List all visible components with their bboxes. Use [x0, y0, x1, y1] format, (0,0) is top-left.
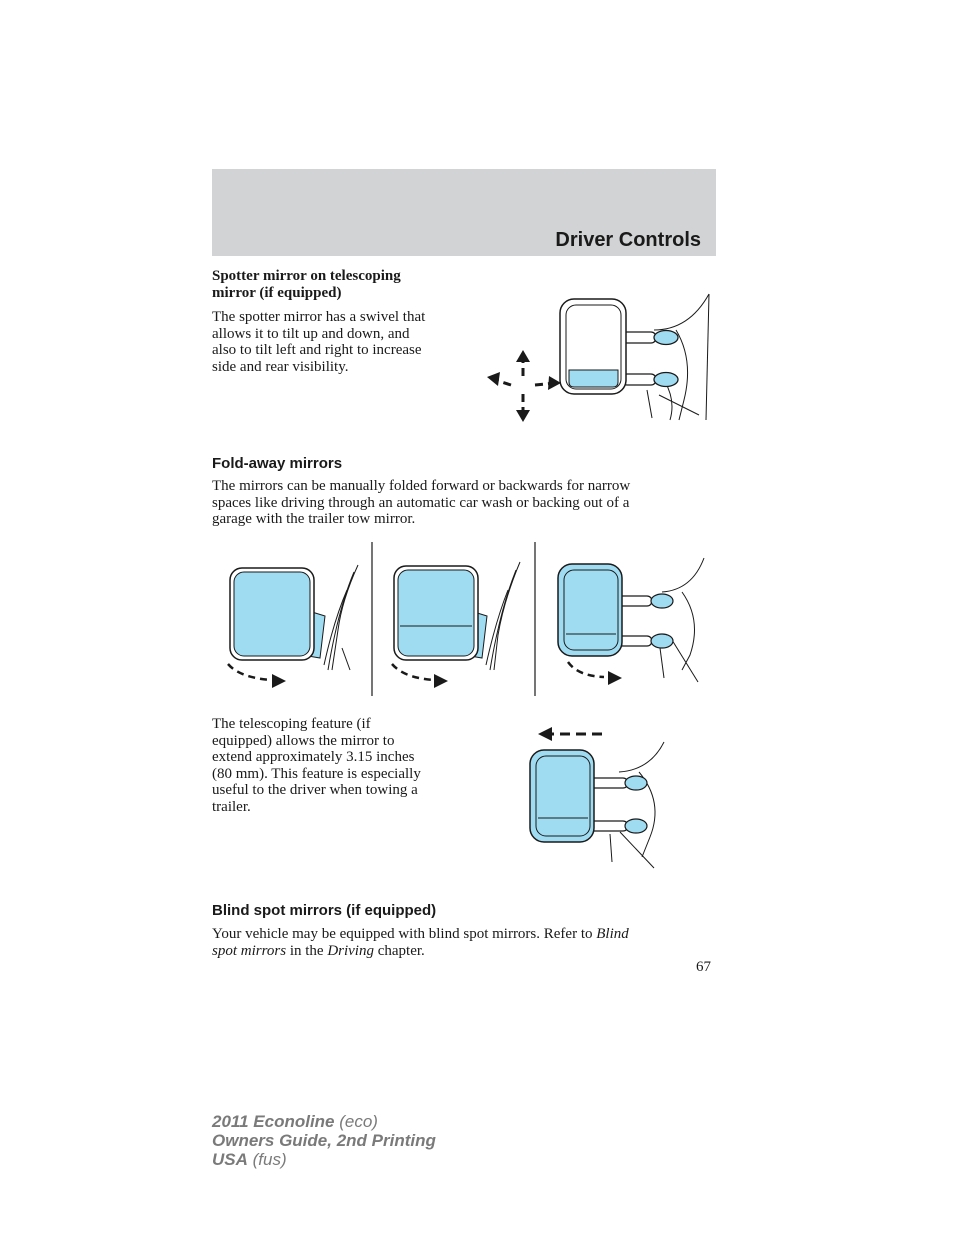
spotter-body-line: side and rear visibility. — [212, 358, 349, 375]
foldaway-section — [212, 455, 712, 528]
blindspot-text: Your vehicle may be equipped with blind spot mirrors. Refer to — [212, 926, 597, 942]
telescoping-body-line: useful to the driver when towing a — [212, 782, 418, 798]
footer-line-3 — [212, 1150, 436, 1169]
fold-panel-2 — [392, 562, 520, 688]
telescoping-body-line: equipped) allows the mirror to — [212, 732, 395, 749]
blindspot-text: chapter. — [373, 942, 425, 959]
spotter-heading-line1: Spotter mirror on telescoping — [212, 268, 401, 284]
foldaway-body-line: spaces like driving through an automatic car wash or backing out of a — [212, 494, 630, 511]
telescoping-section — [212, 716, 472, 815]
telescoping-body-line: trailer. — [212, 798, 251, 815]
footer-line-2: Owners Guide, 2nd Printing — [212, 1131, 436, 1150]
header-band — [212, 169, 716, 256]
telescoping-body-line: The telescoping feature (if — [212, 716, 371, 732]
footer-market: USA — [212, 1150, 248, 1169]
section-title: Driver Controls — [555, 229, 701, 251]
telescoping-body — [212, 716, 472, 815]
footer-model: 2011 Econoline — [212, 1112, 335, 1131]
driving-chapter-reference: Driving — [327, 942, 374, 959]
blindspot-reference: spot mirrors — [212, 942, 287, 959]
blindspot-text: in the — [286, 942, 328, 959]
page-number: 67 — [696, 959, 711, 975]
footer — [212, 1112, 436, 1169]
telescoping-body-line: (80 mm). This feature is especially — [212, 765, 421, 782]
telescoping-body-line: extend approximately 3.15 inches — [212, 749, 415, 765]
telescoping-mirror-figure — [524, 722, 674, 870]
blindspot-heading: Blind spot mirrors (if equipped) — [212, 902, 437, 919]
foldaway-mirrors-figure — [212, 540, 716, 700]
footer-model-code: (eco) — [334, 1112, 378, 1131]
foldaway-body — [212, 478, 712, 528]
blindspot-reference: Blind — [596, 926, 629, 942]
footer-line-1 — [212, 1112, 436, 1131]
blindspot-body — [212, 926, 712, 959]
spotter-mirror-figure — [484, 290, 710, 430]
spotter-body — [212, 309, 472, 375]
spotter-body-line: allows it to tilt up and down, and — [212, 325, 410, 342]
spotter-heading — [212, 268, 472, 302]
foldaway-body-line: The mirrors can be manually folded forward or backwards for narrow — [212, 478, 631, 494]
foldaway-body-line: garage with the trailer tow mirror. — [212, 511, 416, 527]
spotter-body-line: also to tilt left and right to increase — [212, 342, 422, 358]
foldaway-heading: Fold-away mirrors — [212, 455, 343, 472]
fold-panel-3 — [558, 558, 704, 685]
fold-panel-1 — [228, 565, 358, 688]
spotter-body-line: The spotter mirror has a swivel that — [212, 309, 426, 325]
spotter-heading-line2: mirror (if equipped) — [212, 285, 342, 301]
spotter-section — [212, 268, 472, 375]
footer-market-code: (fus) — [247, 1150, 287, 1169]
blindspot-section — [212, 902, 712, 959]
